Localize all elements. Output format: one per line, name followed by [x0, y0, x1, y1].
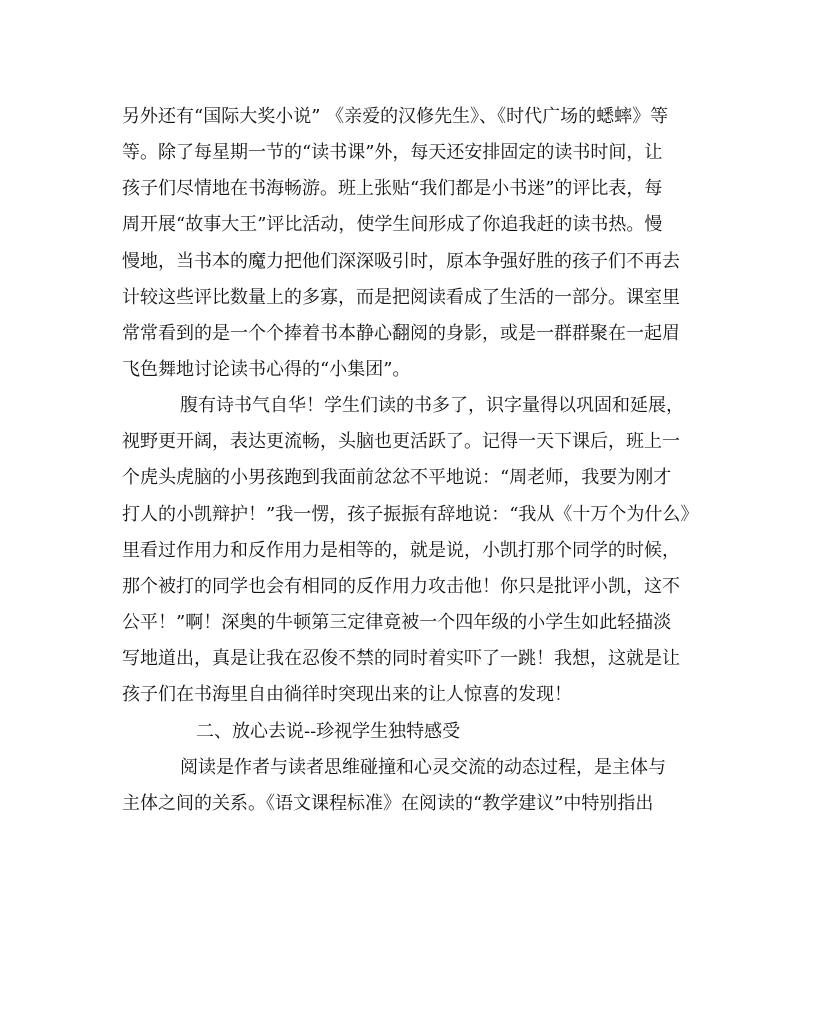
text-line: 周开展“故事大王”评比活动，使学生间形成了你追我赶的读书热。慢: [122, 214, 663, 235]
text-line: 等。除了每星期一节的“读书课”外，每天还安排固定的读书时间，让: [122, 142, 663, 163]
text-line: 里看过作用力和反作用力是相等的，就是说，小凯打那个同学的时候，: [122, 540, 680, 561]
text-line: 常常看到的是一个个捧着书本静心翻阅的身影，或是一群群聚在一起眉: [122, 323, 680, 344]
text-line: 打人的小凯辩护！”我一愣，孩子振振有辞地说：“我从《十万个为什么》: [122, 504, 699, 525]
text-line: 飞色舞地讨论读书心得的“小集团”。: [122, 359, 411, 380]
paragraph-first-line: 阅读是作者与读者思维碰撞和心灵交流的动态过程，是主体与: [180, 757, 666, 778]
section-heading: 二、放心去说--珍视学生独特感受: [196, 721, 461, 742]
text-line: 孩子们尽情地在书海畅游。班上张贴“我们都是小书迷”的评比表，每: [122, 178, 663, 199]
text-line: 孩子们在书海里自由徜徉时突现出来的让人惊喜的发现！: [122, 684, 572, 705]
text-line: 写地道出，真是让我在忍俊不禁的同时着实吓了一跳！我想，这就是让: [122, 648, 680, 669]
paragraph-first-line: 腹有诗书气自华！学生们读的书多了，识字量得以巩固和延展，: [180, 395, 684, 416]
text-line: 另外还有“国际大奖小说” 《亲爱的汉修先生》、《时代广场的蟋蟀》等: [122, 106, 669, 127]
text-line: 慢地，当书本的魔力把他们深深吸引时，原本争强好胜的孩子们不再去: [122, 251, 680, 272]
text-line: 公平！”啊！深奥的牛顿第三定律竟被一个四年级的小学生如此轻描淡: [122, 612, 672, 633]
text-line: 主体之间的关系。《语文课程标准》在阅读的“教学建议”中特别指出: [122, 793, 654, 814]
text-line: 那个被打的同学也会有相同的反作用力攻击他！你只是批评小凯，这不: [122, 576, 680, 597]
text-line: 视野更开阔，表达更流畅，头脑也更活跃了。记得一天下课后，班上一: [122, 431, 680, 452]
text-line: 计较这些评比数量上的多寡，而是把阅读看成了生活的一部分。课室里: [122, 287, 680, 308]
text-line: 个虎头虎脑的小男孩跑到我面前忿忿不平地说：“周老师，我要为刚才: [122, 467, 672, 488]
